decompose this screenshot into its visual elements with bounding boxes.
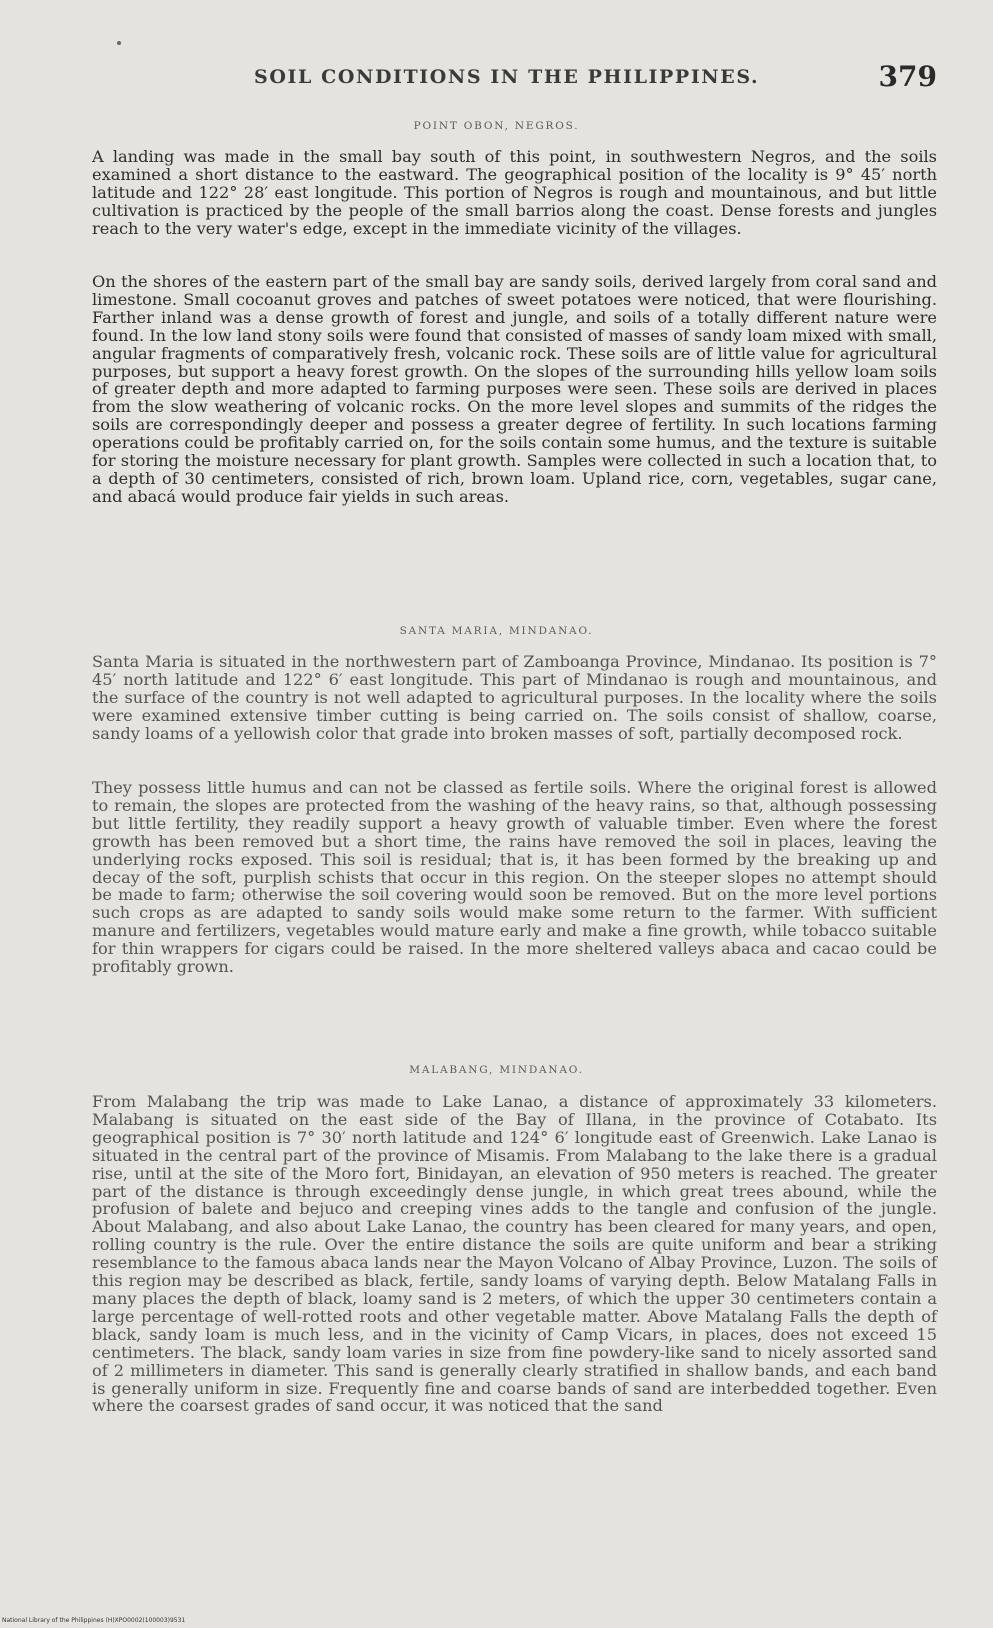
paragraph: They possess little humus and can not be classed as fertile soils. Where the original forest is allowed to remain, the slopes are protected from the washing of the heavy rains, so that, although possessing but little fertility, they readily support a heavy growth of valuable timber. Even where the forest growth has been removed but a short time, the rains have removed the soil in places, leaving the underlying rocks exposed. This soil is residual; that is, it has been formed by the breaking up and decay of the soft, purplish schists that occur in this region. On the steeper slopes no attempt should be made to farm; otherwise the soil covering would soon be removed. But on the more level portions such crops as are adapted to sandy soils would make some return to the farmer. With sufficient manure and fertilizers, vegetables would mature early and make a fine growth, while tobacco suitable for thin wrappers for cigars could be raised. In the more sheltered valleys abaca and cacao could be profitably grown. [92,778,937,977]
section-heading-point-obon: POINT OBON, NEGROS. [413,120,580,132]
paragraph: A landing was made in the small bay south of this point, in southwestern Negros, and the soils examined a short distance to the eastward. The geographical position of the locality is 9° 45′ north latitude and 122° 28′ east longitude. This portion of Negros is rough and mountainous, and but little cultivation is practiced by the people of the small barrios along the coast. Dense forests and jungles reach to the very water's edge, except in the immediate vicinity of the villages. [92,147,937,238]
paragraph: Santa Maria is situated in the northwestern part of Zamboanga Province, Mindanao. Its position is 7° 45′ north latitude and 122° 6′ east longitude. This part of Mindanao is rough and mountainous, and the surface of the country is not well adapted to agricultural purposes. In the locality where the soils were examined extensive timber cutting is being carried on. The soils consist of shallow, coarse, sandy loams of a yellowish color that grade into broken masses of soft, partially decomposed rock. [92,652,937,743]
ink-speck [117,41,121,45]
running-title: SOIL CONDITIONS IN THE PHILIPPINES. [254,66,760,88]
footer-credit: National Library of the Philippines (H)XPO0002(100003)9531 [2,1617,186,1624]
paragraph: On the shores of the eastern part of the small bay are sandy soils, derived largely from coral sand and limestone. Small cocoanut groves and patches of sweet potatoes were noticed, that were flourishing. Farther inland was a dense growth of forest and jungle, and soils of a totally different nature were found. In the low land stony soils were found that consisted of masses of sandy loam mixed with small, angular fragments of comparatively fresh, volcanic rock. These soils are of little value for agricultural purposes, but support a heavy forest growth. On the slopes of the surrounding hills yellow loam soils of greater depth and more adapted to farming purposes were seen. These soils are derived in places from the slow weathering of volcanic rocks. On the more level slopes and summits of the ridges the soils are correspondingly deeper and possess a greater degree of fertility. In such locations farming operations could be profitably carried on, for the soils contain some humus, and the texture is suitable for storing the moisture necessary for plant growth. Samples were collected in such a location that, to a depth of 30 centimeters, consisted of rich, brown loam. Upland rice, corn, vegetables, sugar cane, and abacá would produce fair yields in such areas. [92,272,937,506]
section-heading-santa-maria: SANTA MARIA, MINDANAO. [399,625,594,637]
page-header [92,60,937,96]
paragraph: From Malabang the trip was made to Lake Lanao, a distance of approximately 33 kilometers. Malabang is situated on the east side of the Bay of Illana, in the province of Cotabato. Its geographical position is 7° 30′ north latitude and 124° 6′ longitude east of Greenwich. Lake Lanao is situated in the central part of the province of Misamis. From Malabang to the lake there is a gradual rise, until at the site of the Moro fort, Binidayan, an elevation of 950 meters is reached. The greater part of the distance is through exceedingly dense jungle, in which great trees abound, while the profusion of balete and bejuco and creeping vines adds to the tangle and confusion of the jungle. About Malabang, and also about Lake Lanao, the country has been cleared for many years, and open, rolling country is the rule. Over the entire distance the soils are quite uniform and bear a striking resemblance to the famous abaca lands near the Mayon Volcano of Albay Province, Luzon. The soils of this region may be described as black, fertile, sandy loams of varying depth. Below Matalang Falls in many places the depth of black, loamy sand is 2 meters, of which the upper 30 centimeters contain a large percentage of well-rotted roots and other vegetable matter. Above Matalang Falls the depth of black, sandy loam is much less, and in the vicinity of Camp Vicars, in places, does not exceed 15 centimeters. The black, sandy loam varies in size from fine powdery-like sand to nicely assorted sand of 2 millimeters in diameter. This sand is generally clearly stratified in shallow bands, and each band is generally uniform in size. Frequently fine and coarse bands of sand are interbedded together. Even where the coarsest grades of sand occur, it was noticed that the sand [92,1092,937,1416]
section-heading-malabang: MALABANG, MINDANAO. [409,1064,584,1076]
page-number: 379 [878,60,937,93]
